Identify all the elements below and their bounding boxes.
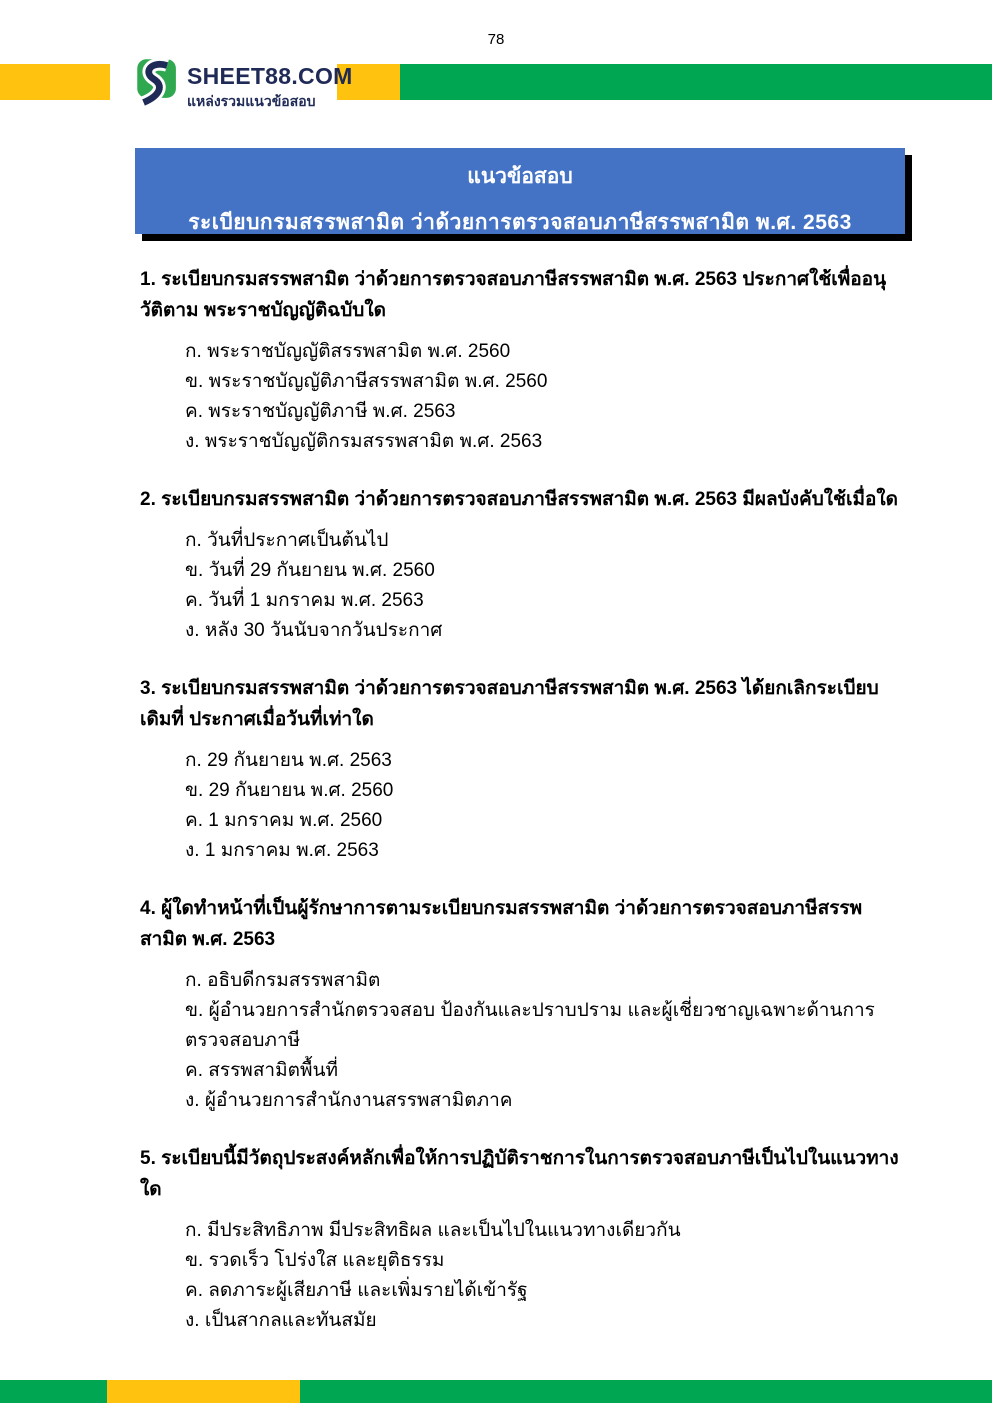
choice: ง. 1 มกราคม พ.ศ. 2563: [185, 840, 379, 861]
question-number: 2.: [140, 489, 156, 510]
choice-label: ง.: [185, 1090, 200, 1111]
choice: ก. พระราชบัญญัติสรรพสามิต พ.ศ. 2560: [185, 341, 511, 362]
question-number: 1.: [140, 269, 156, 290]
header-yellow-bar-left: [0, 64, 110, 100]
question-block-1: [140, 264, 908, 457]
choice-label: ก.: [185, 341, 202, 362]
exam-subject-title: ระเบียบกรมสรรพสามิต ว่าด้วยการตรวจสอบภาษีสรรพสามิต พ.ศ. 2563: [188, 211, 852, 234]
question-block-5: [140, 1143, 908, 1336]
logo-text: [187, 57, 353, 113]
choices: [140, 1216, 908, 1336]
choice: ง. ผู้อำนวยการสำนักงานสรรพสามิตภาค: [185, 1090, 513, 1111]
choice: ง. เป็นสากลและทันสมัย: [185, 1310, 377, 1331]
choices: [140, 526, 908, 646]
choice: ข. 29 กันยายน พ.ศ. 2560: [185, 780, 394, 801]
choice-label: ข.: [185, 371, 204, 392]
choice-label: ก.: [185, 530, 202, 551]
choice: ข. รวดเร็ว โปร่งใส และยุติธรรม: [185, 1250, 445, 1271]
choice: ค. พระราชบัญญัติภาษี พ.ศ. 2563: [185, 401, 456, 422]
question-text: 1. ระเบียบกรมสรรพสามิต ว่าด้วยการตรวจสอบภาษีสรรพสามิต พ.ศ. 2563 ประกาศใช้เพื่ออนุวัติตาม พระราชบัญญัติฉบับใด: [140, 269, 887, 321]
choice-label: ก.: [185, 970, 202, 991]
choice-label: ค.: [185, 1060, 203, 1081]
choice-label: ค.: [185, 590, 203, 611]
choice-label: ค.: [185, 810, 203, 831]
choice-label: ง.: [185, 840, 200, 861]
choice: ค. วันที่ 1 มกราคม พ.ศ. 2563: [185, 590, 424, 611]
question-block-3: [140, 673, 908, 866]
exam-guide-heading: แนวข้อสอบ: [467, 165, 573, 188]
page-number: 78: [487, 31, 505, 48]
choice: ค. ลดภาระผู้เสียภาษี และเพิ่มรายได้เข้ารัฐ: [185, 1280, 528, 1301]
choice-label: ข.: [185, 1000, 204, 1021]
question-text: 4. ผู้ใดทำหน้าที่เป็นผู้รักษาการตามระเบียบกรมสรรพสามิต ว่าด้วยการตรวจสอบภาษีสรรพสามิต พ.ศ. 2563: [140, 898, 863, 950]
choice: ง. หลัง 30 วันนับจากวันประกาศ: [185, 620, 443, 641]
sheet88-logo-icon: [136, 57, 178, 111]
question-block-4: [140, 893, 908, 1116]
sheet88-logo: [136, 57, 353, 113]
header-green-bar: [400, 64, 992, 100]
choice: ค. 1 มกราคม พ.ศ. 2560: [185, 810, 383, 831]
brand-tagline: แหล่งรวมแนวข้อสอบ: [187, 93, 316, 110]
choice-label: ข.: [185, 560, 204, 581]
choice: ง. พระราชบัญญัติกรมสรรพสามิต พ.ศ. 2563: [185, 431, 543, 452]
footer-yellow-bar: [107, 1380, 300, 1403]
choice-label: ง.: [185, 1310, 200, 1331]
question-number: 5.: [140, 1148, 156, 1169]
choice: ก. มีประสิทธิภาพ มีประสิทธิผล และเป็นไปในแนวทางเดียวกัน: [185, 1220, 681, 1241]
choice-label: ก.: [185, 750, 202, 771]
question-number: 4.: [140, 898, 156, 919]
choice-label: ก.: [185, 1220, 202, 1241]
choice: ค. สรรพสามิตพื้นที่: [185, 1060, 338, 1081]
choice-label: ข.: [185, 1250, 204, 1271]
footer-green-bar-left: [0, 1380, 107, 1403]
choice-label: ง.: [185, 431, 200, 452]
choice: ก. วันที่ประกาศเป็นต้นไป: [185, 530, 389, 551]
choices: [140, 337, 908, 457]
question-block-2: [140, 484, 908, 646]
brand-name: SHEET88.COM: [187, 63, 353, 89]
choices: [140, 966, 908, 1116]
choice: ข. ผู้อำนวยการสำนักตรวจสอบ ป้องกันและปราบปราม และผู้เชี่ยวชาญเฉพาะด้านการตรวจสอบภาษี: [185, 1000, 875, 1051]
title-box: [135, 148, 905, 234]
choice: ก. 29 กันยายน พ.ศ. 2563: [185, 750, 392, 771]
choice-label: ข.: [185, 780, 204, 801]
question-text: 3. ระเบียบกรมสรรพสามิต ว่าด้วยการตรวจสอบภาษีสรรพสามิต พ.ศ. 2563 ได้ยกเลิกระเบียบเดิมที่ ประกาศเมื่อวันที่เท่าใด: [140, 678, 879, 730]
choice: ข. วันที่ 29 กันยายน พ.ศ. 2560: [185, 560, 435, 581]
question-text: 2. ระเบียบกรมสรรพสามิต ว่าด้วยการตรวจสอบภาษีสรรพสามิต พ.ศ. 2563 มีผลบังคับใช้เมื่อใด: [140, 489, 898, 510]
choices: [140, 746, 908, 866]
question-text: 5. ระเบียบนี้มีวัตถุประสงค์หลักเพื่อให้การปฏิบัติราชการในการตรวจสอบภาษีเป็นไปในแนวทางใด: [140, 1148, 899, 1200]
question-number: 3.: [140, 678, 156, 699]
choice-label: ค.: [185, 401, 203, 422]
choice: ข. พระราชบัญญัติภาษีสรรพสามิต พ.ศ. 2560: [185, 371, 548, 392]
choice-label: ง.: [185, 620, 200, 641]
choice-label: ค.: [185, 1280, 203, 1301]
choice: ก. อธิบดีกรมสรรพสามิต: [185, 970, 381, 991]
question-list: [140, 264, 908, 1363]
footer-green-bar-right: [300, 1380, 992, 1403]
